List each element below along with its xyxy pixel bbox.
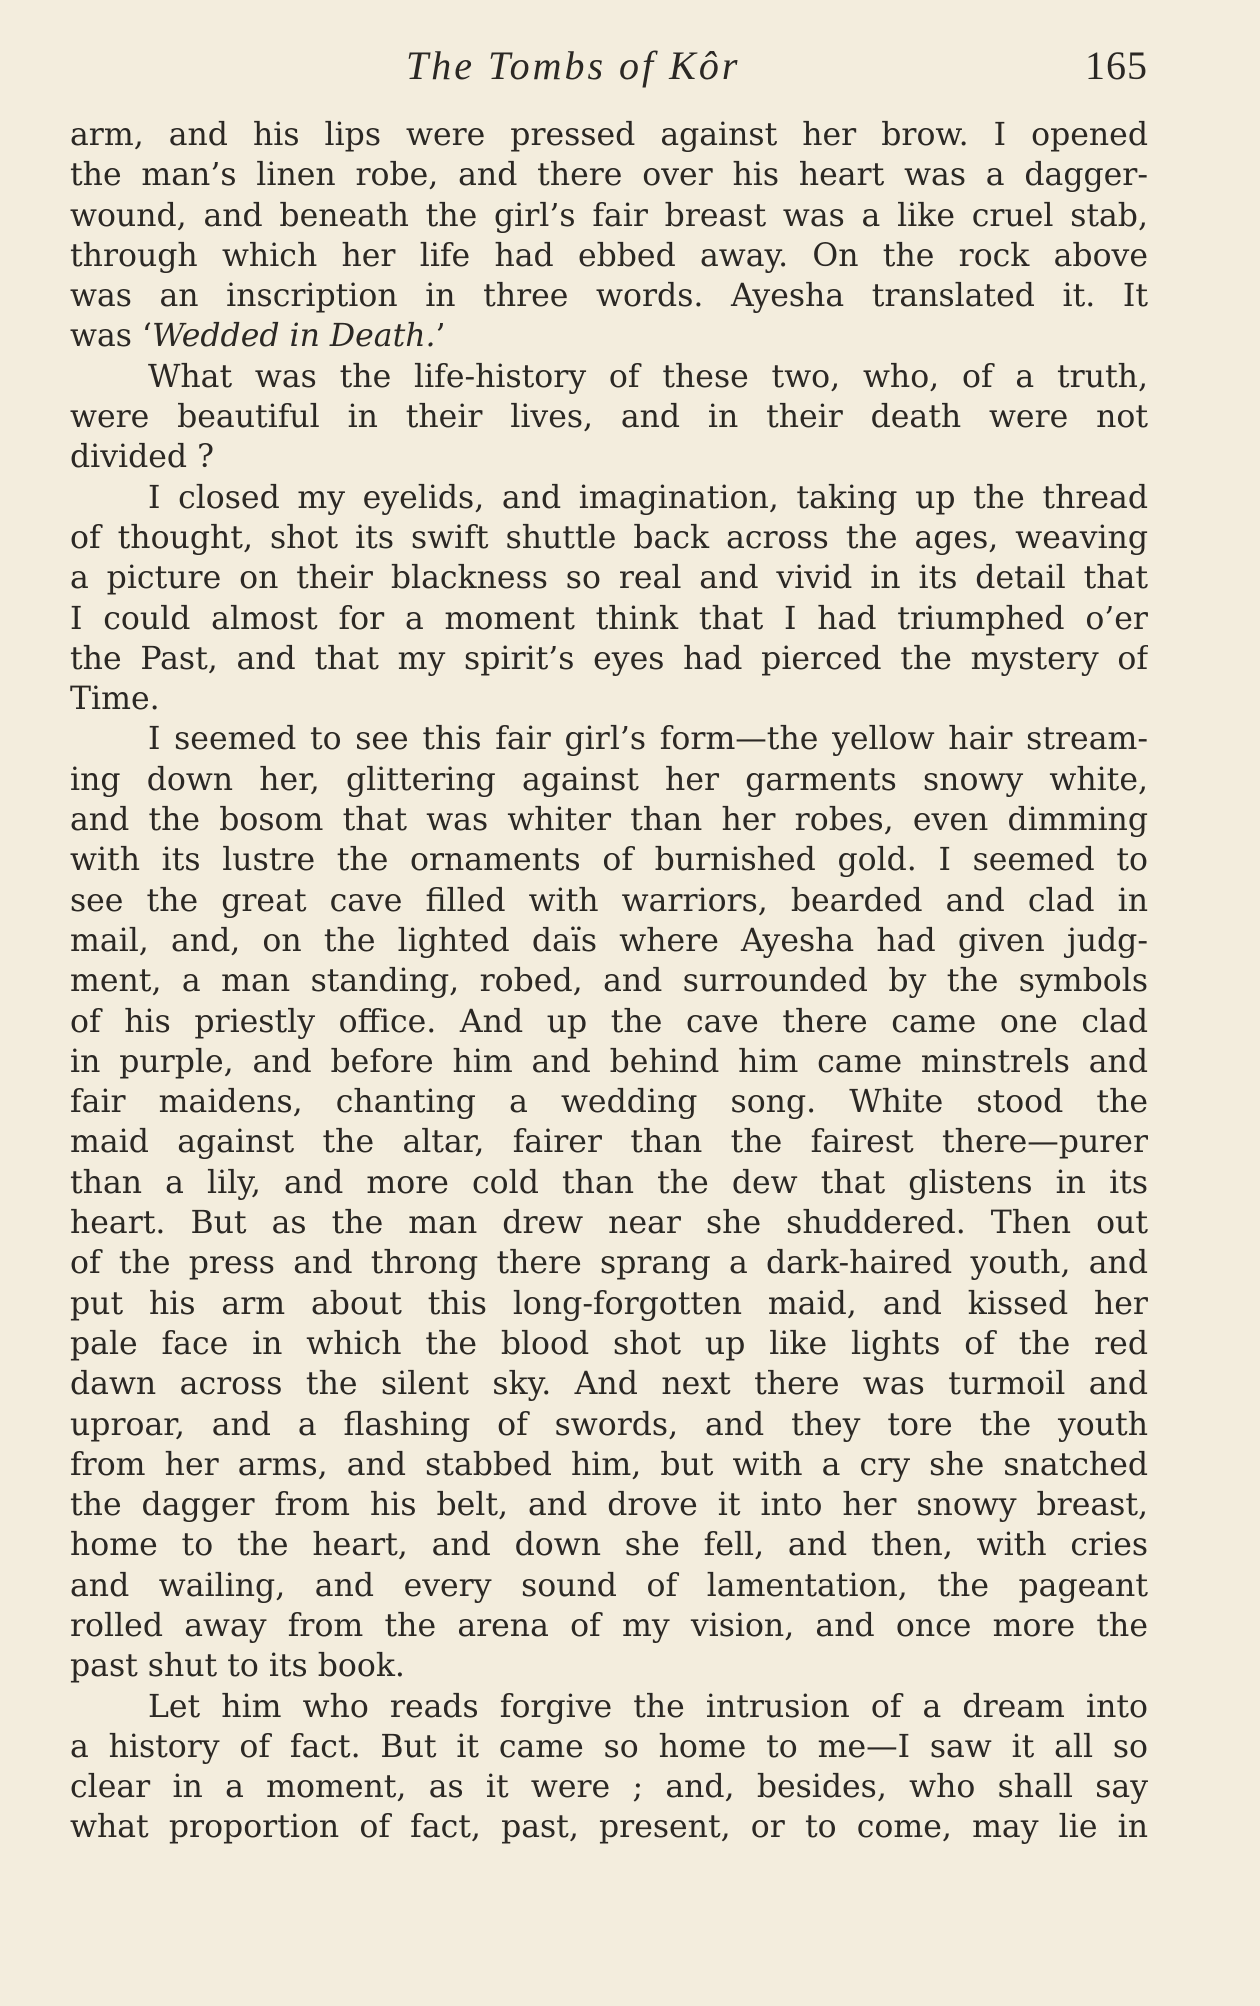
book-page — [70, 0, 1148, 2006]
text-line: ing down her, glittering against her garments snowy white, — [70, 761, 1148, 798]
inscription-text: Wedded in Death. — [151, 318, 436, 355]
text-line: with its lustre the ornaments of burnished gold. I seemed to — [70, 842, 1148, 879]
text-line: uproar, and a flashing of swords, and they tore the youth — [70, 1406, 1148, 1443]
text-line: of thought, shot its swift shuttle back across the ages, weaving — [70, 519, 1148, 556]
text-line: divided ? — [70, 439, 214, 476]
body-text — [70, 115, 1148, 1848]
text-line: wound, and beneath the girl’s fair breast was a like cruel stab, — [70, 197, 1148, 234]
text-line: home to the heart, and down she fell, and then, with cries — [70, 1527, 1148, 1564]
text-line: heart. But as the man drew near she shuddered. Then out — [70, 1205, 1148, 1242]
text-line: put his arm about this long-forgotten maid, and kissed her — [70, 1285, 1148, 1322]
text-line: and the bosom that was whiter than her robes, even dimming — [70, 802, 1148, 839]
text-line: dawn across the silent sky. And next there was turmoil and — [70, 1366, 1148, 1403]
text-line: Let him who reads forgive the intrusion of a dream into — [148, 1688, 1148, 1725]
text-line: mail, and, on the lighted daïs where Ayesha had given judg- — [70, 922, 1148, 959]
text-line: pale face in which the blood shot up like lights of the red — [70, 1325, 1148, 1362]
text-line: a history of fact. But it came so home to me—I saw it all so — [70, 1728, 1148, 1765]
text-line: was an inscription in three words. Ayesha translated it. It — [70, 278, 1148, 315]
text-line: I could almost for a moment think that I had triumphed o’er — [70, 600, 1148, 637]
text-line: of his priestly office. And up the cave there came one clad — [70, 1003, 1148, 1040]
text-line: was ‘Wedded in Death.’ — [70, 318, 446, 355]
text-line: were beautiful in their lives, and in their death were not — [70, 399, 1148, 436]
text-line: ment, a man standing, robed, and surrounded by the symbols — [70, 963, 1148, 1000]
text-line: a picture on their blackness so real and vivid in its detail that — [70, 560, 1148, 597]
text-line: rolled away from the arena of my vision, and once more the — [70, 1607, 1148, 1644]
text-line: fair maidens, chanting a wedding song. White stood the — [70, 1084, 1148, 1121]
text-line: the man’s linen robe, and there over his heart was a dagger- — [70, 157, 1148, 194]
text-line: in purple, and before him and behind him came minstrels and — [70, 1043, 1148, 1080]
text-line: than a lily, and more cold than the dew that glistens in its — [70, 1164, 1148, 1201]
text-line: through which her life had ebbed away. On the rock above — [70, 237, 1148, 274]
text-line: I closed my eyelids, and imagination, taking up the thread — [148, 479, 1148, 516]
text-line: and wailing, and every sound of lamentation, the pageant — [70, 1567, 1148, 1604]
text-line: from her arms, and stabbed him, but with a cry she snatched — [70, 1446, 1148, 1483]
text-line: arm, and his lips were pressed against her brow. I opened — [70, 117, 1148, 153]
text-line: clear in a moment, as it were ; and, besides, who shall say — [70, 1769, 1148, 1806]
page-number: 165 — [1085, 43, 1148, 88]
text-line: of the press and throng there sprang a dark-haired youth, and — [70, 1245, 1148, 1282]
running-head — [70, 42, 1148, 92]
text-line: what proportion of fact, past, present, or to come, may lie in — [70, 1809, 1148, 1846]
text-line: the Past, and that my spirit’s eyes had pierced the mystery of — [70, 640, 1148, 677]
text-line: maid against the altar, fairer than the fairest there—purer — [70, 1124, 1148, 1161]
text-line: the dagger from his belt, and drove it into her snowy breast, — [70, 1487, 1148, 1524]
text-line: I seemed to see this fair girl’s form—the yellow hair stream- — [148, 721, 1148, 758]
text-line: see the great cave filled with warriors, bearded and clad in — [70, 882, 1148, 919]
text-line: past shut to its book. — [70, 1648, 405, 1685]
text-line: Time. — [70, 681, 160, 718]
text-line: What was the life-history of these two, who, of a truth, — [148, 358, 1148, 395]
running-title: The Tombs of Kôr — [406, 43, 741, 88]
